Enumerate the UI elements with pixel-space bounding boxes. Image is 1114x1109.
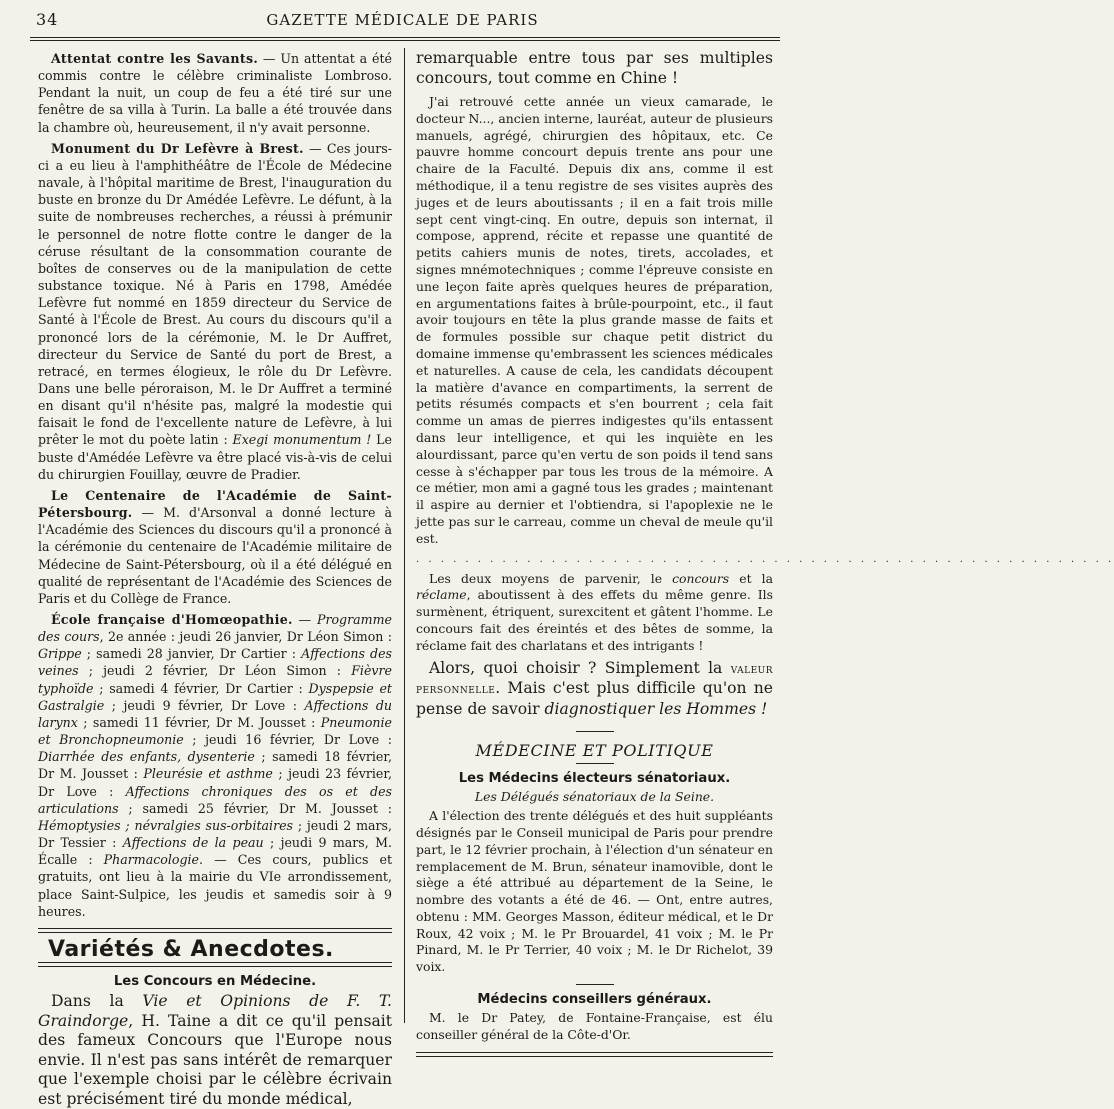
article-text: Le buste d'Amédée Lefèvre va être placé vis-à-vis de celui du chirurgien Fouillay, œuvre de Pradier. — [38, 432, 392, 482]
concours-quote: J'ai retrouvé cette année un vieux camarade, le docteur N..., ancien interne, lauréat, auteur de plusieurs manuels, agrégé, chirurgien des hôpitaux, etc. Ce pauvre homme concourt depuis trente ans pour une chaire de la Faculté. Depuis dix ans, comme il est méthodique, il a tenu registre de ses visites auprès des juges et de leurs aboutissants ; il en a fait trois mille sept cent vingt-cinq. En outre, depuis son internat, il compose, apprend, récite et repasse une quantité de petits cahiers munis de notes, tirets, accolades, et signes mnémotechniques ; comme l'épreuve consiste en une leçon faite après quelques heures de préparation, en argumentations faites à brûle-pourpoint, etc., il faut avoir toujours en tête la plus grande masse de faits et de formules possible sur chaque petit district du domaine immense qu'embrassent les sciences médicales et naturelles. A cause de cela, les candidats découpent la matière d'avance en compartiments, la serrent de petits résumés compacts et s'en bourrent ; cela fait comme un amas de pierres indigestes qu'ils entassent dans leur intelligence, et qui les inquiète en les alourdissant, parce qu'en vertu de son poids il tend sans cesse à s'échapper par tous les trous de la mémoire. A ce métier, mon ami a gagné tous les grades ; maintenant il aspire au dernier et l'obtiendra, si l'apoplexie ne le jette pas sur le carreau, comme un cheval de meule qu'il est. — [416, 94, 773, 546]
emphasis: réclame — [416, 587, 467, 603]
text: , 2e année : jeudi 26 janvier, Dr Léon Simon : — [99, 629, 392, 645]
journal-title: GAZETTE MÉDICALE DE PARIS — [266, 11, 539, 29]
header-rule — [30, 37, 780, 38]
page-number: 34 — [36, 10, 59, 29]
course-title: Affections du larynx — [38, 697, 392, 730]
article-conseillers: M. le Dr Patey, de Fontaine-Française, est élu conseiller général de la Côte-d'Or. — [416, 1010, 773, 1043]
article-text: — Un attentat a été commis contre le célèbre criminaliste Lombroso. Pendant la nuit, un coup de feu a été tiré sur une fenêtre de sa villa à Turin. La balle a été trouvée dans la chambre où, heureusement, il n'y avait personne. — [38, 51, 392, 135]
article-text: — Ces jours-ci a eu lieu à l'amphithéâtre de l'École de Médecine navale, à l'hôpital maritime de Brest, l'inauguration du buste en bronze du Dr Amédée Lefèvre. Le défunt, à la suite de nombreuses recherches, a réussi à prémunir le personnel de notre flotte contre le danger de la céruse résultant de la consommation courante de boîtes de conserves ou de la manipulation de cette substance toxique. Né à Paris en 1798, Amédée Lefèvre fut nommé en 1859 directeur du Service de Santé à l'École de Brest. Au cours du discours qu'il a prononcé lors de la cérémonie, M. le Dr Auffret, directeur du Service de Santé du port de Brest, a retracé, en termes élogieux, le rôle du Dr Lefèvre. Dans une belle péroraison, M. le Dr Auffret a terminé en disant qu'il n'hésite pas, malgré la modestie qui faisait le fond de l'excellente nature de Lefèvre, à lui prêter le mot du poète latin : — [38, 140, 392, 448]
article-heading: École française d'Homœopathie. — [51, 612, 293, 627]
section-double-rule — [38, 928, 392, 933]
article-concours — [38, 992, 392, 1109]
course-title: Affections de la peau — [122, 835, 264, 851]
small-caps: valeur personnelle — [416, 661, 773, 697]
concours-conclusion — [416, 659, 773, 720]
text: ; jeudi 2 mars, Dr Tessier : — [38, 817, 392, 851]
concours-continued: remarquable entre tous par ses multiples concours, tout comme en Chine ! — [416, 49, 773, 87]
course-title: Fièvre typhoïde — [38, 663, 392, 696]
text: Dans la — [51, 992, 143, 1011]
course-title: Pneumonie et Bronchopneumonie — [38, 714, 392, 748]
article-title-senatoriaux: Les Médecins électeurs sénatoriaux. — [458, 771, 731, 787]
ornament-rule — [576, 763, 614, 764]
article-centenaire — [38, 487, 392, 607]
text: ; samedi 11 février, Dr M. Jousset : — [77, 714, 321, 730]
course-title: Grippe — [38, 646, 82, 662]
course-title: Pleurésie et asthme — [143, 766, 273, 782]
article-heading: Attentat contre les Savants. — [51, 51, 259, 66]
article-heading: Le Centenaire de l'Académie de Saint-Pétersbourg. — [38, 487, 392, 521]
program-label: Programme des cours — [38, 612, 392, 645]
ornament-rule — [576, 731, 614, 732]
concours-paragraph — [416, 571, 773, 655]
emphasis: diagnostiquer les Hommes ! — [544, 699, 768, 718]
column-divider — [404, 48, 405, 1023]
right-column — [416, 49, 1114, 1057]
text: , H. Taine a dit ce qu'il pensait des fameux Concours que l'Europe nous envie. Il n'est pas sans intérêt de remarquer que l'exemple choisi par le célèbre écrivain est précisément tiré du monde médical, — [38, 1011, 392, 1108]
course-title: Affections des veines — [38, 646, 392, 679]
article-attentat — [38, 50, 392, 136]
text: ; samedi 4 février, Dr Cartier : — [93, 680, 309, 696]
article-text: — M. d'Arsonval a donné lecture à l'Académie des Sciences du discours qu'il a prononcé à la cérémonie du centenaire de l'Académie militaire de Médecine de Saint-Pétersbourg, où il a été délégué en qualité de représentant de l'Académie des Sciences de Paris et du Collège de France. — [38, 505, 392, 606]
header-rule-2 — [30, 40, 780, 41]
text: , aboutissent à des effets du même genre. Ils surmènent, étriquent, surexcitent et gâtent l'homme. Le concours fait des éreintés et des bêtes de somme, la réclame fait des charlatans et des intrigants ! — [416, 587, 773, 653]
article-title-conseillers: Médecins conseillers généraux. — [477, 992, 712, 1008]
text: Alors, quoi choisir ? Simplement la — [429, 658, 731, 677]
text: ; samedi 18 février, Dr M. Jousset : — [38, 749, 392, 782]
course-title: Diarrhée des enfants, dysenterie — [38, 749, 255, 765]
book-title: Vie et Opinions de F. T. Graindorge — [38, 992, 392, 1030]
dash: — — [292, 612, 317, 627]
text: ; samedi 28 janvier, Dr Cartier : — [81, 646, 302, 662]
article-title-concours: Les Concours en Médecine. — [113, 973, 317, 989]
course-title: Hémoptysies ; névralgies sus-orbitaires — [38, 817, 294, 833]
emphasis: concours — [672, 570, 730, 586]
text: ; jeudi 2 février, Dr Léon Simon : — [78, 663, 352, 679]
article-monument — [38, 140, 392, 483]
text: Les deux moyens de parvenir, le — [429, 570, 673, 586]
article-subtitle: Les Délégués sénatoriaux de la Seine. — [474, 789, 715, 805]
left-column — [38, 50, 392, 1109]
text: ; jeudi 16 février, Dr Love : — [183, 732, 392, 748]
text: ; samedi 25 février, Dr M. Jousset : — [118, 800, 392, 816]
ellipsis-dots: . . . . . . . . . . . . . . . . . . . . . . . . . . . . . . . . . . . . . . . . . . . . . . . . . . . . . . . . . — [416, 553, 1114, 565]
text: . — Ces cours, publics et gratuits, ont lieu à la mairie du VIe arrondissement, place Saint-Sulpice, les jeudis et samedis soir à 9 heures. — [38, 852, 393, 919]
text: . Mais c'est plus difficile qu'on ne pense de savoir — [416, 679, 773, 718]
article-ecole — [38, 611, 392, 920]
text: ; jeudi 23 février, Dr Love : — [38, 766, 392, 799]
section-double-rule — [38, 962, 392, 967]
ornament-rule — [576, 984, 614, 985]
section-title-varietes: Variétés & Anecdotes. — [48, 936, 334, 962]
section-title-medecine-politique: MÉDECINE ET POLITIQUE — [475, 741, 714, 760]
article-senatoriaux: A l'élection des trente délégués et des huit suppléants désignés par le Conseil municipal de Paris pour prendre part, le 12 février prochain, à l'élection d'un sénateur en remplacement de M. Brun, sénateur inamovible, dont le siège a été attribué au département de la Seine, le nombre des votants a été de 46. — Ont, entre autres, obtenu : MM. Georges Masson, éditeur médical, et le Dr Roux, 42 voix ; M. le Pr Brouardel, 41 voix ; M. le Pr Pinard, M. le Pr Terrier, 40 voix ; M. le Dr Richelot, 39 voix. — [416, 808, 773, 975]
course-title: Pharmacologie — [103, 852, 199, 868]
course-title: Dyspepsie et Gastralgie — [38, 680, 392, 713]
course-title: Affections chroniques des os et des articulations — [38, 783, 392, 816]
article-heading: Monument du Dr Lefèvre à Brest. — [51, 140, 304, 156]
text: ; jeudi 9 mars, M. Écalle : — [38, 835, 392, 868]
text: et la — [729, 570, 773, 586]
text: ; jeudi 9 février, Dr Love : — [104, 697, 305, 713]
page-header — [30, 6, 775, 32]
latin-quote: Exegi monumentum ! — [232, 432, 372, 448]
end-double-rule — [416, 1052, 773, 1057]
